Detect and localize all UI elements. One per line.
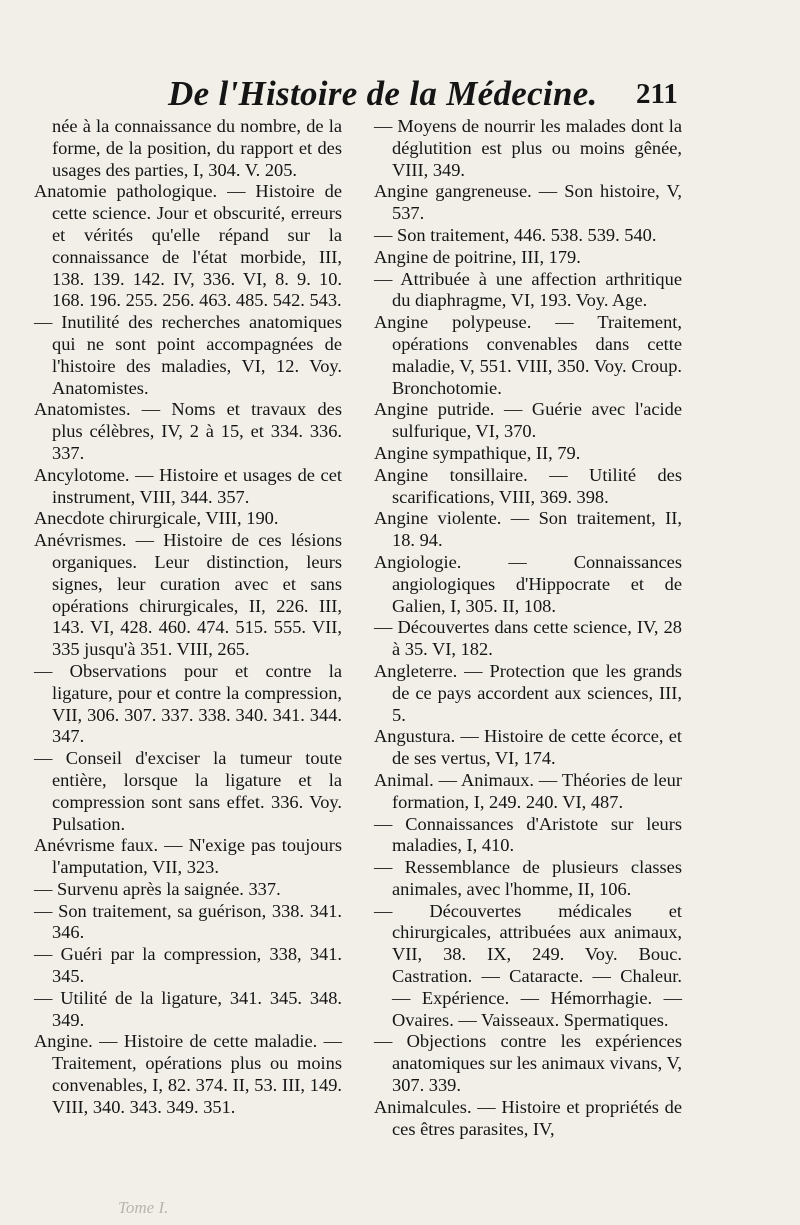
index-entry: — Découvertes médicales et chirurgicales, attribuées aux animaux, VII, 38. IX, 249. Voy. Bouc. Castration. — Cataracte. — Chaleur. — Expérience. — Hémorrhagie. — Ovaires. — Vaisseaux. Spermatiques. <box>374 900 682 1030</box>
signature-mark: Tome I. <box>118 1198 169 1217</box>
page-header <box>0 74 800 120</box>
index-entry: — Conseil d'exciser la tumeur toute entière, lorsque la ligature et la compression sont sans effet. 336. Voy. Pulsation. <box>34 748 342 834</box>
index-entry: Angine polypeuse. — Traitement, opérations convenables dans cette maladie, V, 551. VIII, 350. Voy. Croup. Bronchotomie. <box>374 312 682 398</box>
index-entry: Ancylotome. — Histoire et usages de cet instrument, VIII, 344. 357. <box>34 464 342 507</box>
left-column <box>34 116 342 1119</box>
right-column <box>374 116 682 1140</box>
index-entry: Anecdote chirurgicale, VIII, 190. <box>34 508 279 529</box>
index-entry: — Utilité de la ligature, 341. 345. 348. 349. <box>34 987 342 1030</box>
index-entry: — Connaissances d'Aristote sur leurs maladies, I, 410. <box>374 813 682 856</box>
index-entry: Angine. — Histoire de cette maladie. — Traitement, opérations plus ou moins convenables, I, 82. 374. II, 53. III, 149. VIII, 340. 343. 349. 351. <box>34 1031 342 1117</box>
index-entry: Angleterre. — Protection que les grands de ce pays accordent aux sciences, III, 5. <box>374 660 682 725</box>
page-number: 211 <box>636 78 678 110</box>
index-entry: Anatomistes. — Noms et travaux des plus célèbres, IV, 2 à 15, et 334. 336. 337. <box>34 399 342 463</box>
index-entry: — Attribuée à une affection arthritique du diaphragme, VI, 193. Voy. Age. <box>374 268 682 311</box>
index-entry: — Observations pour et contre la ligature, pour et contre la compression, VII, 306. 307. 337. 338. 340. 341. 344. 347. <box>34 660 342 747</box>
index-entry: Anévrismes. — Histoire de ces lésions organiques. Leur distinction, leurs signes, leur curation avec et sans opérations chirurgicales, II, 226. III, 143. VI, 428. 460. 474. 515. 555. VII, 335 jusqu'à 351. VIII, 265. <box>34 530 342 660</box>
index-entry: née à la connaissance du nombre, de la forme, de la position, du rapport et des usages des parties, I, 304. V. 205. <box>52 116 342 180</box>
index-entry: — Moyens de nourrir les malades dont la déglutition est plus ou moins gênée, VIII, 349. <box>374 116 682 180</box>
index-entry: Angiologie. — Connaissances angiologiques d'Hippocrate et de Galien, I, 305. II, 108. <box>374 551 682 616</box>
index-entry: Angine tonsillaire. — Utilité des scarifications, VIII, 369. 398. <box>374 464 682 507</box>
index-entry: — Ressemblance de plusieurs classes animales, avec l'homme, II, 106. <box>374 857 682 899</box>
index-entry: — Survenu après la saignée. 337. <box>34 878 281 899</box>
index-entry: — Guéri par la compression, 338, 341. 345. <box>34 944 342 987</box>
index-entry: Angine violente. — Son traitement, II, 18. 94. <box>374 508 682 551</box>
index-entry: Animal. — Animaux. — Théories de leur formation, I, 249. 240. VI, 487. <box>374 769 682 812</box>
index-entry: Angine sympathique, II, 79. <box>374 442 581 463</box>
index-entry: — Son traitement, sa guérison, 338. 341. 346. <box>34 900 342 943</box>
index-entry: — Objections contre les expériences anatomiques sur les animaux vivans, V, 307. 339. <box>374 1031 682 1096</box>
index-entry: — Découvertes dans cette science, IV, 28 à 35. VI, 182. <box>374 617 682 660</box>
index-entry: — Son traitement, 446. 538. 539. 540. <box>374 224 657 245</box>
index-entry: Angine putride. — Guérie avec l'acide sulfurique, VI, 370. <box>374 399 682 442</box>
index-entry: Angustura. — Histoire de cette écorce, et de ses vertus, VI, 174. <box>374 726 682 769</box>
index-entry: Anévrisme faux. — N'exige pas toujours l'amputation, VII, 323. <box>34 835 342 878</box>
running-title: De l'Histoire de la Médecine. <box>168 74 598 113</box>
index-entry: Angine gangreneuse. — Son histoire, V, 537. <box>374 181 682 224</box>
index-entry: Anatomie pathologique. — Histoire de cette science. Jour et obscurité, erreurs et vérités qu'elle répand sur la connaissance de l'état morbide, III, 138. 139. 142. IV, 336. VI, 8. 9. 10. 168. 196. 255. 256. 463. 485. 542. 543. <box>34 181 342 311</box>
index-entry: Animalcules. — Histoire et propriétés de ces êtres parasites, IV, <box>374 1096 682 1139</box>
index-entry: — Inutilité des recherches anatomiques qui ne sont point accompagnées de l'histoire des maladies, VI, 12. Voy. Anatomistes. <box>34 312 342 398</box>
index-entry: Angine de poitrine, III, 179. <box>374 246 581 267</box>
